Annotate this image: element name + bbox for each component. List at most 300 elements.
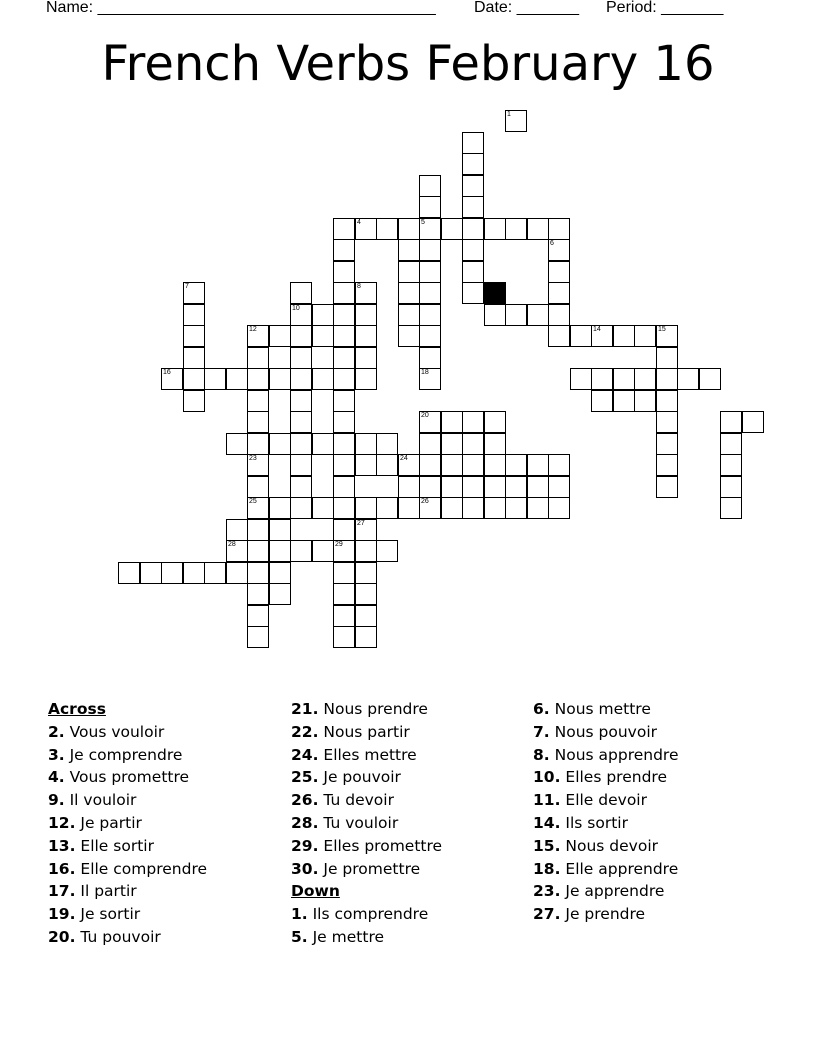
clue-number: 27. [533, 905, 561, 924]
clue-item [291, 814, 398, 832]
grid-cell[interactable] [419, 411, 441, 433]
grid-cell[interactable] [462, 196, 484, 218]
grid-cell[interactable] [333, 454, 355, 476]
grid-cell[interactable] [634, 368, 656, 390]
grid-cell[interactable] [247, 390, 269, 412]
clue-item [533, 700, 651, 718]
clue-item [291, 746, 417, 764]
clue-number: 6 [550, 240, 554, 247]
grid-cell[interactable] [183, 304, 205, 326]
grid-cell[interactable] [355, 583, 377, 605]
clue-number: 30. [291, 859, 319, 878]
clue-item [533, 905, 645, 923]
clue-item [48, 882, 137, 900]
grid-cell[interactable] [484, 411, 506, 433]
grid-cell[interactable] [699, 368, 721, 390]
grid-cell[interactable] [419, 239, 441, 261]
clue-text: Je partir [75, 814, 142, 832]
grid-cell[interactable] [484, 497, 506, 519]
grid-cell[interactable] [247, 347, 269, 369]
clue-item [291, 837, 442, 855]
clue-number: 29. [291, 836, 319, 855]
grid-cell[interactable] [441, 476, 463, 498]
clue-item [291, 860, 420, 878]
grid-cell[interactable] [183, 325, 205, 347]
clue-number: 4 [357, 219, 361, 226]
clue-text: Nous pouvoir [549, 722, 657, 741]
clue-number: 16 [163, 369, 171, 376]
grid-cell[interactable] [290, 411, 312, 433]
grid-cell[interactable] [204, 368, 226, 390]
grid-cell[interactable] [333, 282, 355, 304]
grid-cell[interactable] [333, 390, 355, 412]
grid-cell[interactable] [290, 497, 312, 519]
clue-number: 26. [291, 791, 319, 810]
grid-cell[interactable] [398, 497, 420, 519]
grid-cell[interactable] [355, 497, 377, 519]
clue-number: 19. [48, 905, 76, 924]
grid-cell[interactable] [333, 626, 355, 648]
grid-cell[interactable] [462, 239, 484, 261]
grid-cell[interactable] [398, 325, 420, 347]
clue-item [291, 700, 428, 718]
grid-cell[interactable] [312, 540, 334, 562]
clue-number: 18 [421, 369, 429, 376]
grid-cell[interactable] [290, 540, 312, 562]
clue-item [48, 905, 140, 923]
grid-cell[interactable] [548, 325, 570, 347]
grid-cell[interactable] [720, 411, 742, 433]
grid-cell[interactable] [269, 433, 291, 455]
grid-cell[interactable] [462, 411, 484, 433]
grid-cell[interactable] [333, 239, 355, 261]
clue-text: Je sortir [75, 905, 141, 924]
grid-cell[interactable] [183, 368, 205, 390]
grid-cell[interactable] [591, 325, 613, 347]
grid-cell[interactable] [462, 282, 484, 304]
grid-cell[interactable] [333, 433, 355, 455]
grid-cell[interactable] [634, 325, 656, 347]
grid-cell[interactable] [290, 347, 312, 369]
grid-cell[interactable] [462, 218, 484, 240]
grid-cell[interactable] [462, 454, 484, 476]
grid-cell[interactable] [505, 476, 527, 498]
grid-cell[interactable] [419, 175, 441, 197]
grid-cell[interactable] [333, 540, 355, 562]
clue-item [48, 928, 161, 946]
grid-cell[interactable] [548, 282, 570, 304]
clue-number: 20. [48, 928, 76, 946]
grid-cell[interactable] [484, 454, 506, 476]
grid-cell[interactable] [269, 519, 291, 541]
clue-number: 9 [486, 283, 490, 290]
grid-cell[interactable] [548, 476, 570, 498]
grid-cell[interactable] [591, 390, 613, 412]
grid-cell[interactable] [355, 282, 377, 304]
clue-number: 29 [335, 541, 343, 548]
grid-cell[interactable] [548, 497, 570, 519]
grid-cell[interactable] [720, 497, 742, 519]
grid-cell[interactable] [355, 519, 377, 541]
grid-cell[interactable] [462, 433, 484, 455]
grid-cell[interactable] [398, 261, 420, 283]
grid-cell[interactable] [355, 218, 377, 240]
clue-text: Il partir [75, 882, 137, 901]
grid-cell[interactable] [247, 411, 269, 433]
period-field[interactable]: Period: _______ [606, 0, 724, 16]
clue-text: Tu pouvoir [75, 928, 161, 946]
grid-cell[interactable] [441, 218, 463, 240]
grid-cell[interactable] [656, 325, 678, 347]
grid-cell[interactable] [398, 239, 420, 261]
grid-cell[interactable] [720, 454, 742, 476]
clue-text: Je prendre [560, 905, 646, 924]
clue-number: 12 [249, 326, 257, 333]
grid-cell[interactable] [333, 605, 355, 627]
clue-text: Elle comprendre [75, 859, 208, 878]
grid-cell[interactable] [269, 368, 291, 390]
grid-cell[interactable] [656, 347, 678, 369]
grid-cell[interactable] [269, 497, 291, 519]
black-square [484, 282, 506, 304]
clue-number: 13. [48, 836, 76, 855]
grid-cell[interactable] [333, 497, 355, 519]
clue-item [291, 723, 410, 741]
grid-cell[interactable] [333, 368, 355, 390]
grid-cell[interactable] [226, 433, 248, 455]
grid-cell[interactable] [290, 368, 312, 390]
grid-cell[interactable] [333, 347, 355, 369]
grid-cell[interactable] [290, 325, 312, 347]
grid-cell[interactable] [656, 476, 678, 498]
clue-text: Tu vouloir [318, 814, 399, 832]
grid-cell[interactable] [527, 454, 549, 476]
grid-cell[interactable] [247, 433, 269, 455]
grid-cell[interactable] [247, 325, 269, 347]
clue-text: Vous vouloir [64, 722, 165, 741]
grid-cell[interactable] [247, 605, 269, 627]
grid-cell[interactable] [656, 368, 678, 390]
grid-cell[interactable] [247, 476, 269, 498]
clue-text: Elles prendre [560, 768, 667, 787]
clue-text: Je apprendre [560, 882, 665, 901]
clue-item [291, 791, 394, 809]
clue-item [48, 723, 164, 741]
clue-text: Vous promettre [64, 768, 190, 787]
clue-number: 27 [357, 520, 365, 527]
clue-number: 11. [533, 791, 561, 810]
grid-cell[interactable] [290, 282, 312, 304]
grid-cell[interactable] [333, 218, 355, 240]
clue-text: Nous prendre [318, 700, 428, 718]
grid-cell[interactable] [226, 368, 248, 390]
grid-cell[interactable] [333, 476, 355, 498]
clue-item [48, 791, 136, 809]
clue-number: 23. [533, 882, 561, 901]
clue-item [533, 882, 664, 900]
grid-cell[interactable] [419, 196, 441, 218]
clue-item [48, 746, 182, 764]
clue-number: 9. [48, 791, 65, 810]
grid-cell[interactable] [419, 497, 441, 519]
grid-cell[interactable] [269, 540, 291, 562]
name-field[interactable]: Name: ______________________________________ [46, 0, 436, 16]
grid-cell[interactable] [527, 304, 549, 326]
grid-cell[interactable] [656, 411, 678, 433]
grid-cell[interactable] [226, 562, 248, 584]
clue-number: 6. [533, 700, 550, 718]
down-heading: Down [291, 882, 340, 901]
page-title: French Verbs February 16 [101, 36, 715, 92]
grid-cell[interactable] [419, 454, 441, 476]
grid-cell[interactable] [613, 325, 635, 347]
grid-cell[interactable] [484, 476, 506, 498]
grid-cell[interactable] [548, 218, 570, 240]
clue-item [48, 837, 154, 855]
grid-cell[interactable] [419, 433, 441, 455]
grid-cell[interactable] [312, 325, 334, 347]
grid-cell[interactable] [441, 411, 463, 433]
grid-cell[interactable] [355, 325, 377, 347]
grid-cell[interactable] [634, 390, 656, 412]
grid-cell[interactable] [419, 325, 441, 347]
grid-cell[interactable] [247, 626, 269, 648]
clue-number: 8 [357, 283, 361, 290]
clue-number: 24. [291, 745, 319, 764]
clue-number: 26 [421, 498, 429, 505]
grid-cell[interactable] [333, 583, 355, 605]
grid-cell[interactable] [118, 562, 140, 584]
grid-cell[interactable] [527, 476, 549, 498]
clue-text: Il vouloir [64, 791, 137, 810]
grid-cell[interactable] [570, 325, 592, 347]
grid-cell[interactable] [269, 583, 291, 605]
grid-cell[interactable] [591, 368, 613, 390]
clue-text: Elle apprendre [560, 859, 679, 878]
grid-cell[interactable] [355, 605, 377, 627]
grid-cell[interactable] [226, 540, 248, 562]
grid-cell[interactable] [290, 304, 312, 326]
grid-cell[interactable] [656, 454, 678, 476]
clue-number: 18. [533, 859, 561, 878]
grid-cell[interactable] [742, 411, 764, 433]
clue-item [291, 905, 428, 923]
grid-cell[interactable] [505, 110, 527, 132]
grid-cell[interactable] [355, 304, 377, 326]
grid-cell[interactable] [247, 562, 269, 584]
grid-cell[interactable] [161, 368, 183, 390]
clue-item [291, 928, 384, 946]
grid-cell[interactable] [462, 261, 484, 283]
grid-cell[interactable] [376, 454, 398, 476]
grid-cell[interactable] [527, 497, 549, 519]
grid-cell[interactable] [613, 390, 635, 412]
grid-cell[interactable] [333, 261, 355, 283]
grid-cell[interactable] [376, 497, 398, 519]
clue-text: Elle sortir [75, 836, 154, 855]
clue-item [48, 768, 189, 786]
grid-cell[interactable] [462, 476, 484, 498]
clue-text: Je mettre [307, 928, 385, 946]
grid-cell[interactable] [312, 433, 334, 455]
grid-cell[interactable] [376, 540, 398, 562]
grid-cell[interactable] [204, 562, 226, 584]
clue-text: Nous devoir [560, 836, 659, 855]
grid-cell[interactable] [333, 562, 355, 584]
clue-number: 2. [48, 722, 65, 741]
clue-item [533, 837, 658, 855]
grid-cell[interactable] [140, 562, 162, 584]
grid-cell[interactable] [419, 282, 441, 304]
grid-cell[interactable] [355, 540, 377, 562]
grid-cell[interactable] [247, 454, 269, 476]
clue-number: 15 [658, 326, 666, 333]
grid-cell[interactable] [398, 476, 420, 498]
grid-cell[interactable] [527, 218, 549, 240]
grid-cell[interactable] [333, 325, 355, 347]
grid-cell[interactable] [290, 454, 312, 476]
clue-number: 25. [291, 768, 319, 787]
clue-number: 7 [185, 283, 189, 290]
clue-item [533, 814, 628, 832]
grid-cell[interactable] [269, 562, 291, 584]
clue-number: 5 [421, 219, 425, 226]
grid-cell[interactable] [441, 433, 463, 455]
grid-cell[interactable] [462, 497, 484, 519]
clue-text: Je comprendre [64, 745, 183, 764]
grid-cell[interactable] [355, 562, 377, 584]
grid-cell[interactable] [484, 304, 506, 326]
clue-text: Elles promettre [318, 836, 443, 855]
grid-cell[interactable] [398, 454, 420, 476]
grid-cell[interactable] [462, 153, 484, 175]
grid-cell[interactable] [290, 433, 312, 455]
grid-cell[interactable] [484, 218, 506, 240]
clue-number: 10 [292, 305, 300, 312]
grid-cell[interactable] [419, 476, 441, 498]
clue-number: 25 [249, 498, 257, 505]
grid-cell[interactable] [419, 218, 441, 240]
grid-cell[interactable] [183, 390, 205, 412]
grid-cell[interactable] [484, 433, 506, 455]
grid-cell[interactable] [462, 132, 484, 154]
grid-cell[interactable] [441, 454, 463, 476]
clue-item [533, 746, 679, 764]
grid-cell[interactable] [183, 562, 205, 584]
clue-number: 1 [507, 111, 511, 118]
grid-cell[interactable] [441, 497, 463, 519]
clue-number: 14 [593, 326, 601, 333]
grid-cell[interactable] [355, 433, 377, 455]
clue-number: 21. [291, 700, 319, 718]
date-field[interactable]: Date: _______ [474, 0, 579, 16]
grid-cell[interactable] [183, 347, 205, 369]
grid-cell[interactable] [333, 411, 355, 433]
grid-cell[interactable] [720, 433, 742, 455]
grid-cell[interactable] [505, 304, 527, 326]
clue-text: Tu devoir [318, 791, 394, 810]
clue-text: Nous partir [318, 722, 410, 741]
clue-number: 28. [291, 814, 319, 832]
clue-number: 8. [533, 745, 550, 764]
clue-item [48, 860, 207, 878]
grid-cell[interactable] [505, 218, 527, 240]
grid-cell[interactable] [247, 368, 269, 390]
grid-cell[interactable] [376, 218, 398, 240]
grid-cell[interactable] [462, 175, 484, 197]
grid-cell[interactable] [548, 261, 570, 283]
grid-cell[interactable] [548, 454, 570, 476]
grid-cell[interactable] [312, 497, 334, 519]
clue-number: 12. [48, 814, 76, 832]
grid-cell[interactable] [613, 368, 635, 390]
grid-cell[interactable] [548, 304, 570, 326]
clue-number: 16. [48, 859, 76, 878]
grid-cell[interactable] [656, 390, 678, 412]
grid-cell[interactable] [312, 368, 334, 390]
grid-cell[interactable] [419, 347, 441, 369]
grid-cell[interactable] [570, 368, 592, 390]
clue-item [533, 723, 657, 741]
grid-cell[interactable] [355, 454, 377, 476]
grid-cell[interactable] [419, 368, 441, 390]
grid-cell[interactable] [398, 218, 420, 240]
grid-cell[interactable] [269, 325, 291, 347]
clue-number: 3. [48, 745, 65, 764]
clue-item [533, 791, 647, 809]
grid-cell[interactable] [548, 239, 570, 261]
grid-cell[interactable] [355, 347, 377, 369]
clue-text: Ils comprendre [307, 905, 429, 924]
grid-cell[interactable] [290, 476, 312, 498]
grid-cell[interactable] [505, 454, 527, 476]
grid-cell[interactable] [376, 433, 398, 455]
clue-number: 5. [291, 928, 308, 946]
grid-cell[interactable] [161, 562, 183, 584]
grid-cell[interactable] [355, 626, 377, 648]
clue-item [533, 768, 667, 786]
clue-text: Ils sortir [560, 814, 628, 832]
grid-cell[interactable] [312, 304, 334, 326]
grid-cell[interactable] [333, 519, 355, 541]
grid-cell[interactable] [505, 497, 527, 519]
clue-number: 17. [48, 882, 76, 901]
clue-item [48, 814, 142, 832]
clue-text: Je pouvoir [318, 768, 401, 787]
grid-cell[interactable] [333, 304, 355, 326]
grid-cell[interactable] [656, 433, 678, 455]
grid-cell[interactable] [355, 368, 377, 390]
grid-cell[interactable] [247, 519, 269, 541]
grid-cell[interactable] [677, 368, 699, 390]
grid-cell[interactable] [247, 497, 269, 519]
grid-cell[interactable] [247, 540, 269, 562]
clue-number: 24 [400, 455, 408, 462]
grid-cell[interactable] [183, 282, 205, 304]
clue-number: 23 [249, 455, 257, 462]
clue-number: 14. [533, 814, 561, 832]
clue-text: Elles mettre [318, 745, 417, 764]
grid-cell[interactable] [247, 583, 269, 605]
grid-cell[interactable] [398, 282, 420, 304]
grid-cell[interactable] [290, 390, 312, 412]
grid-cell[interactable] [226, 519, 248, 541]
grid-cell[interactable] [398, 304, 420, 326]
grid-cell[interactable] [419, 261, 441, 283]
grid-cell[interactable] [720, 476, 742, 498]
clue-text: Nous apprendre [549, 745, 679, 764]
grid-cell[interactable] [419, 304, 441, 326]
